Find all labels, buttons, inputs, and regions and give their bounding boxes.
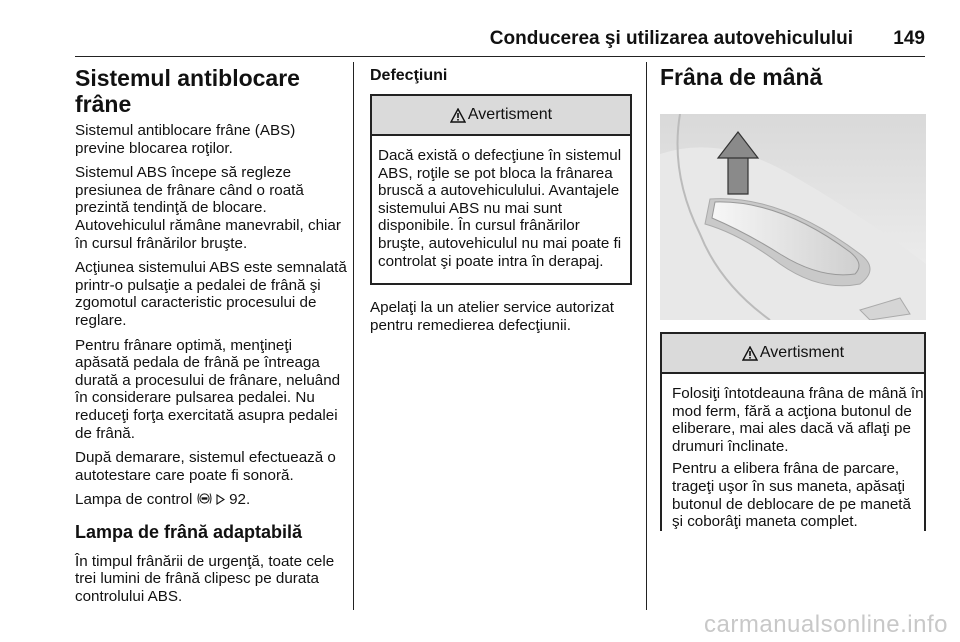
warning-triangle-icon: [450, 108, 466, 123]
warning-body: [662, 374, 924, 531]
header-divider: [75, 56, 925, 57]
paragraph: După demarare, sistemul efectuează o autotestare care poate fi sonoră.: [75, 449, 336, 484]
page-header: [75, 28, 925, 52]
handbrake-figure: [660, 114, 926, 320]
subheading-adaptive-brake-light: Lampa de frână adaptabilă: [75, 521, 303, 542]
header-title: Conducerea şi utilizarea autovehiculului: [489, 28, 853, 49]
section-heading-abs: Sistemul antiblocare frâne: [75, 65, 300, 117]
warning-box: [370, 94, 632, 285]
warning-title: Avertisment: [467, 106, 553, 124]
abs-lamp-icon: [197, 492, 212, 505]
lamp-page-ref: 92.: [229, 491, 251, 509]
lamp-label: Lampa de control: [75, 491, 193, 509]
watermark: carmanualsonline.info: [704, 611, 948, 638]
warning-text: Folosiţi întotdeauna frâna de mână în mod ferm, fără a acţiona butonul de eliberare, mai ales dacă vă aflaţi pe drumuri înclinate.: [672, 385, 924, 455]
warning-triangle-icon: [742, 346, 758, 361]
warning-box: [660, 332, 926, 531]
section-heading-handbrake: Frâna de mână: [660, 64, 823, 90]
paragraph: Acţiunea sistemului ABS este semnalată printr-o pulsaţie a pedalei de frână şi zgomotul caracteristic procesului de reglare.: [75, 259, 347, 329]
paragraph: Pentru frânare optimă, menţineţi apăsată pedala de frână pe întreaga durată a procesului de frânare, neluând în considerare pulsarea pedalei. Nu reduceţi forţa exercitată asupra pedalei de frână.: [75, 336, 341, 442]
column-handbrake: [660, 62, 926, 536]
column-divider-1: [353, 62, 354, 610]
column-faults: [370, 62, 632, 341]
warning-header: [662, 334, 924, 374]
paragraph: Sistemul antiblocare frâne (ABS) previne blocarea roţilor.: [75, 122, 296, 157]
handbrake-illustration: [660, 114, 926, 320]
paragraph: Sistemul ABS începe să regleze presiunea de frânare când o roată prezintă tendinţă de blocare. Autovehiculul rămâne manevrabil, chiar în cursul frânărilor bruşte.: [75, 164, 341, 252]
paragraph: Apelaţi la un atelier service autorizat pentru remedierea defecţiunii.: [370, 299, 614, 334]
column-divider-2: [646, 62, 647, 610]
page-number: 149: [893, 28, 925, 49]
warning-text: Dacă există o defecţiune în sistemul ABS, roţile se pot bloca la frânarea bruscă a autovehiculului. Avantajele sistemului ABS nu mai sunt disponibile. În cursul frânărilor bruşte, autovehiculul nu mai poate fi controlat şi poate intra în derapaj.: [378, 147, 622, 270]
paragraph: În timpul frânării de urgenţă, toate cele trei lumini de frână clipesc pe durata controlului ABS.: [75, 552, 335, 606]
page-reference-arrow-icon: [216, 494, 225, 505]
section-heading-faults: Defecţiuni: [370, 67, 448, 84]
warning-body: [372, 136, 630, 283]
warning-header: [372, 96, 630, 136]
column-abs: [75, 62, 347, 613]
warning-title: Avertisment: [759, 344, 845, 362]
warning-text: Pentru a elibera frâna de parcare, trageţi uşor în sus maneta, apăsaţi butonul de deblocare de pe manetă şi coborâţi maneta complet.: [672, 460, 911, 531]
lamp-reference: [75, 491, 347, 509]
